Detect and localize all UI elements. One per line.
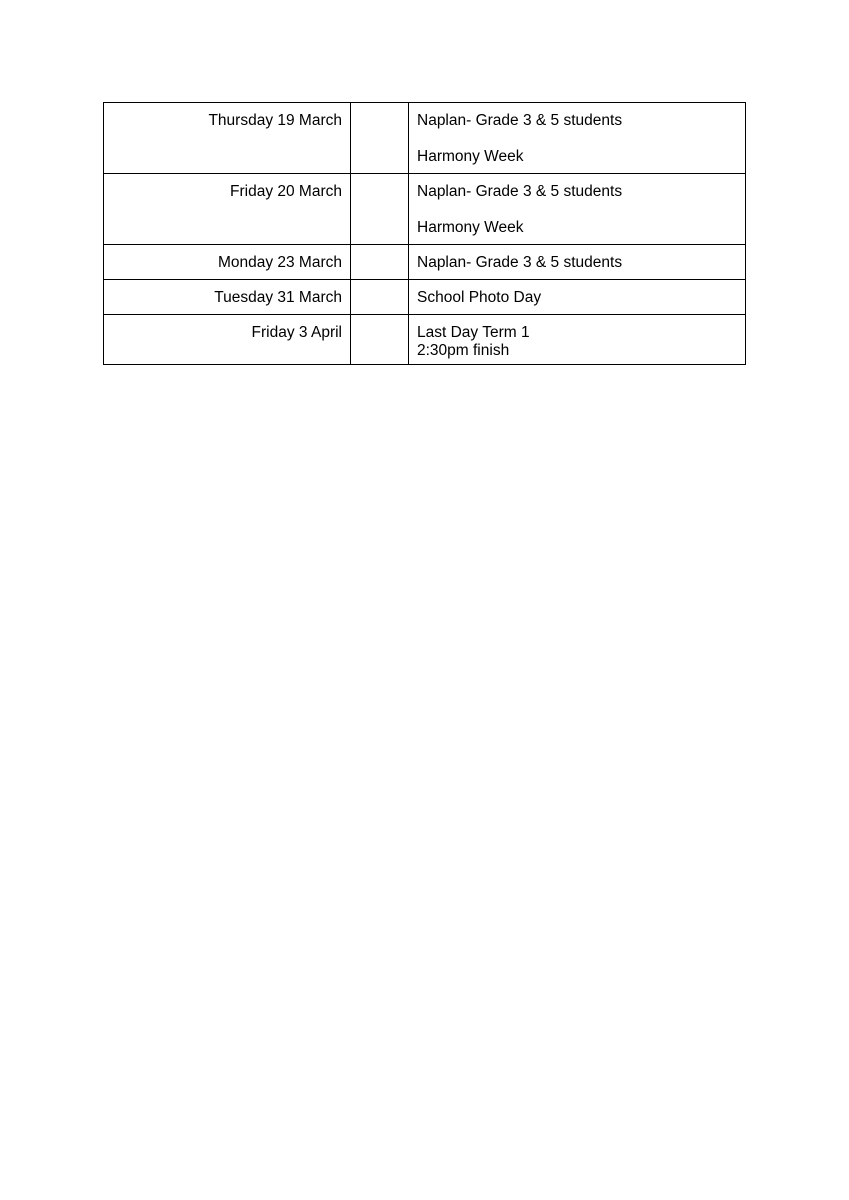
event-cell: [409, 315, 746, 365]
blank-cell: [351, 315, 409, 365]
table-row: [104, 174, 746, 245]
table-row: [104, 280, 746, 315]
blank-cell: [351, 280, 409, 315]
blank-cell: [351, 174, 409, 245]
date-cell: Tuesday 31 March: [104, 280, 351, 315]
events-table: [103, 102, 746, 365]
event-text: Harmony Week: [417, 219, 524, 236]
event-cell: [409, 103, 746, 174]
date-cell: Friday 20 March: [104, 174, 351, 245]
date-cell: Thursday 19 March: [104, 103, 351, 174]
event-text: Last Day Term 1: [417, 324, 530, 341]
date-cell: Monday 23 March: [104, 245, 351, 280]
event-text: Naplan- Grade 3 & 5 students: [417, 112, 623, 129]
event-text: Naplan- Grade 3 & 5 students: [417, 254, 623, 271]
event-text: School Photo Day: [417, 289, 542, 306]
blank-cell: [351, 245, 409, 280]
date-cell: Friday 3 April: [104, 315, 351, 365]
event-cell: [409, 245, 746, 280]
event-text: 2:30pm finish: [417, 342, 510, 359]
event-cell: [409, 280, 746, 315]
blank-cell: [351, 103, 409, 174]
table-row: [104, 245, 746, 280]
event-text: Naplan- Grade 3 & 5 students: [417, 183, 623, 200]
event-cell: [409, 174, 746, 245]
table-row: [104, 315, 746, 365]
event-text: Harmony Week: [417, 148, 524, 165]
table-row: [104, 103, 746, 174]
